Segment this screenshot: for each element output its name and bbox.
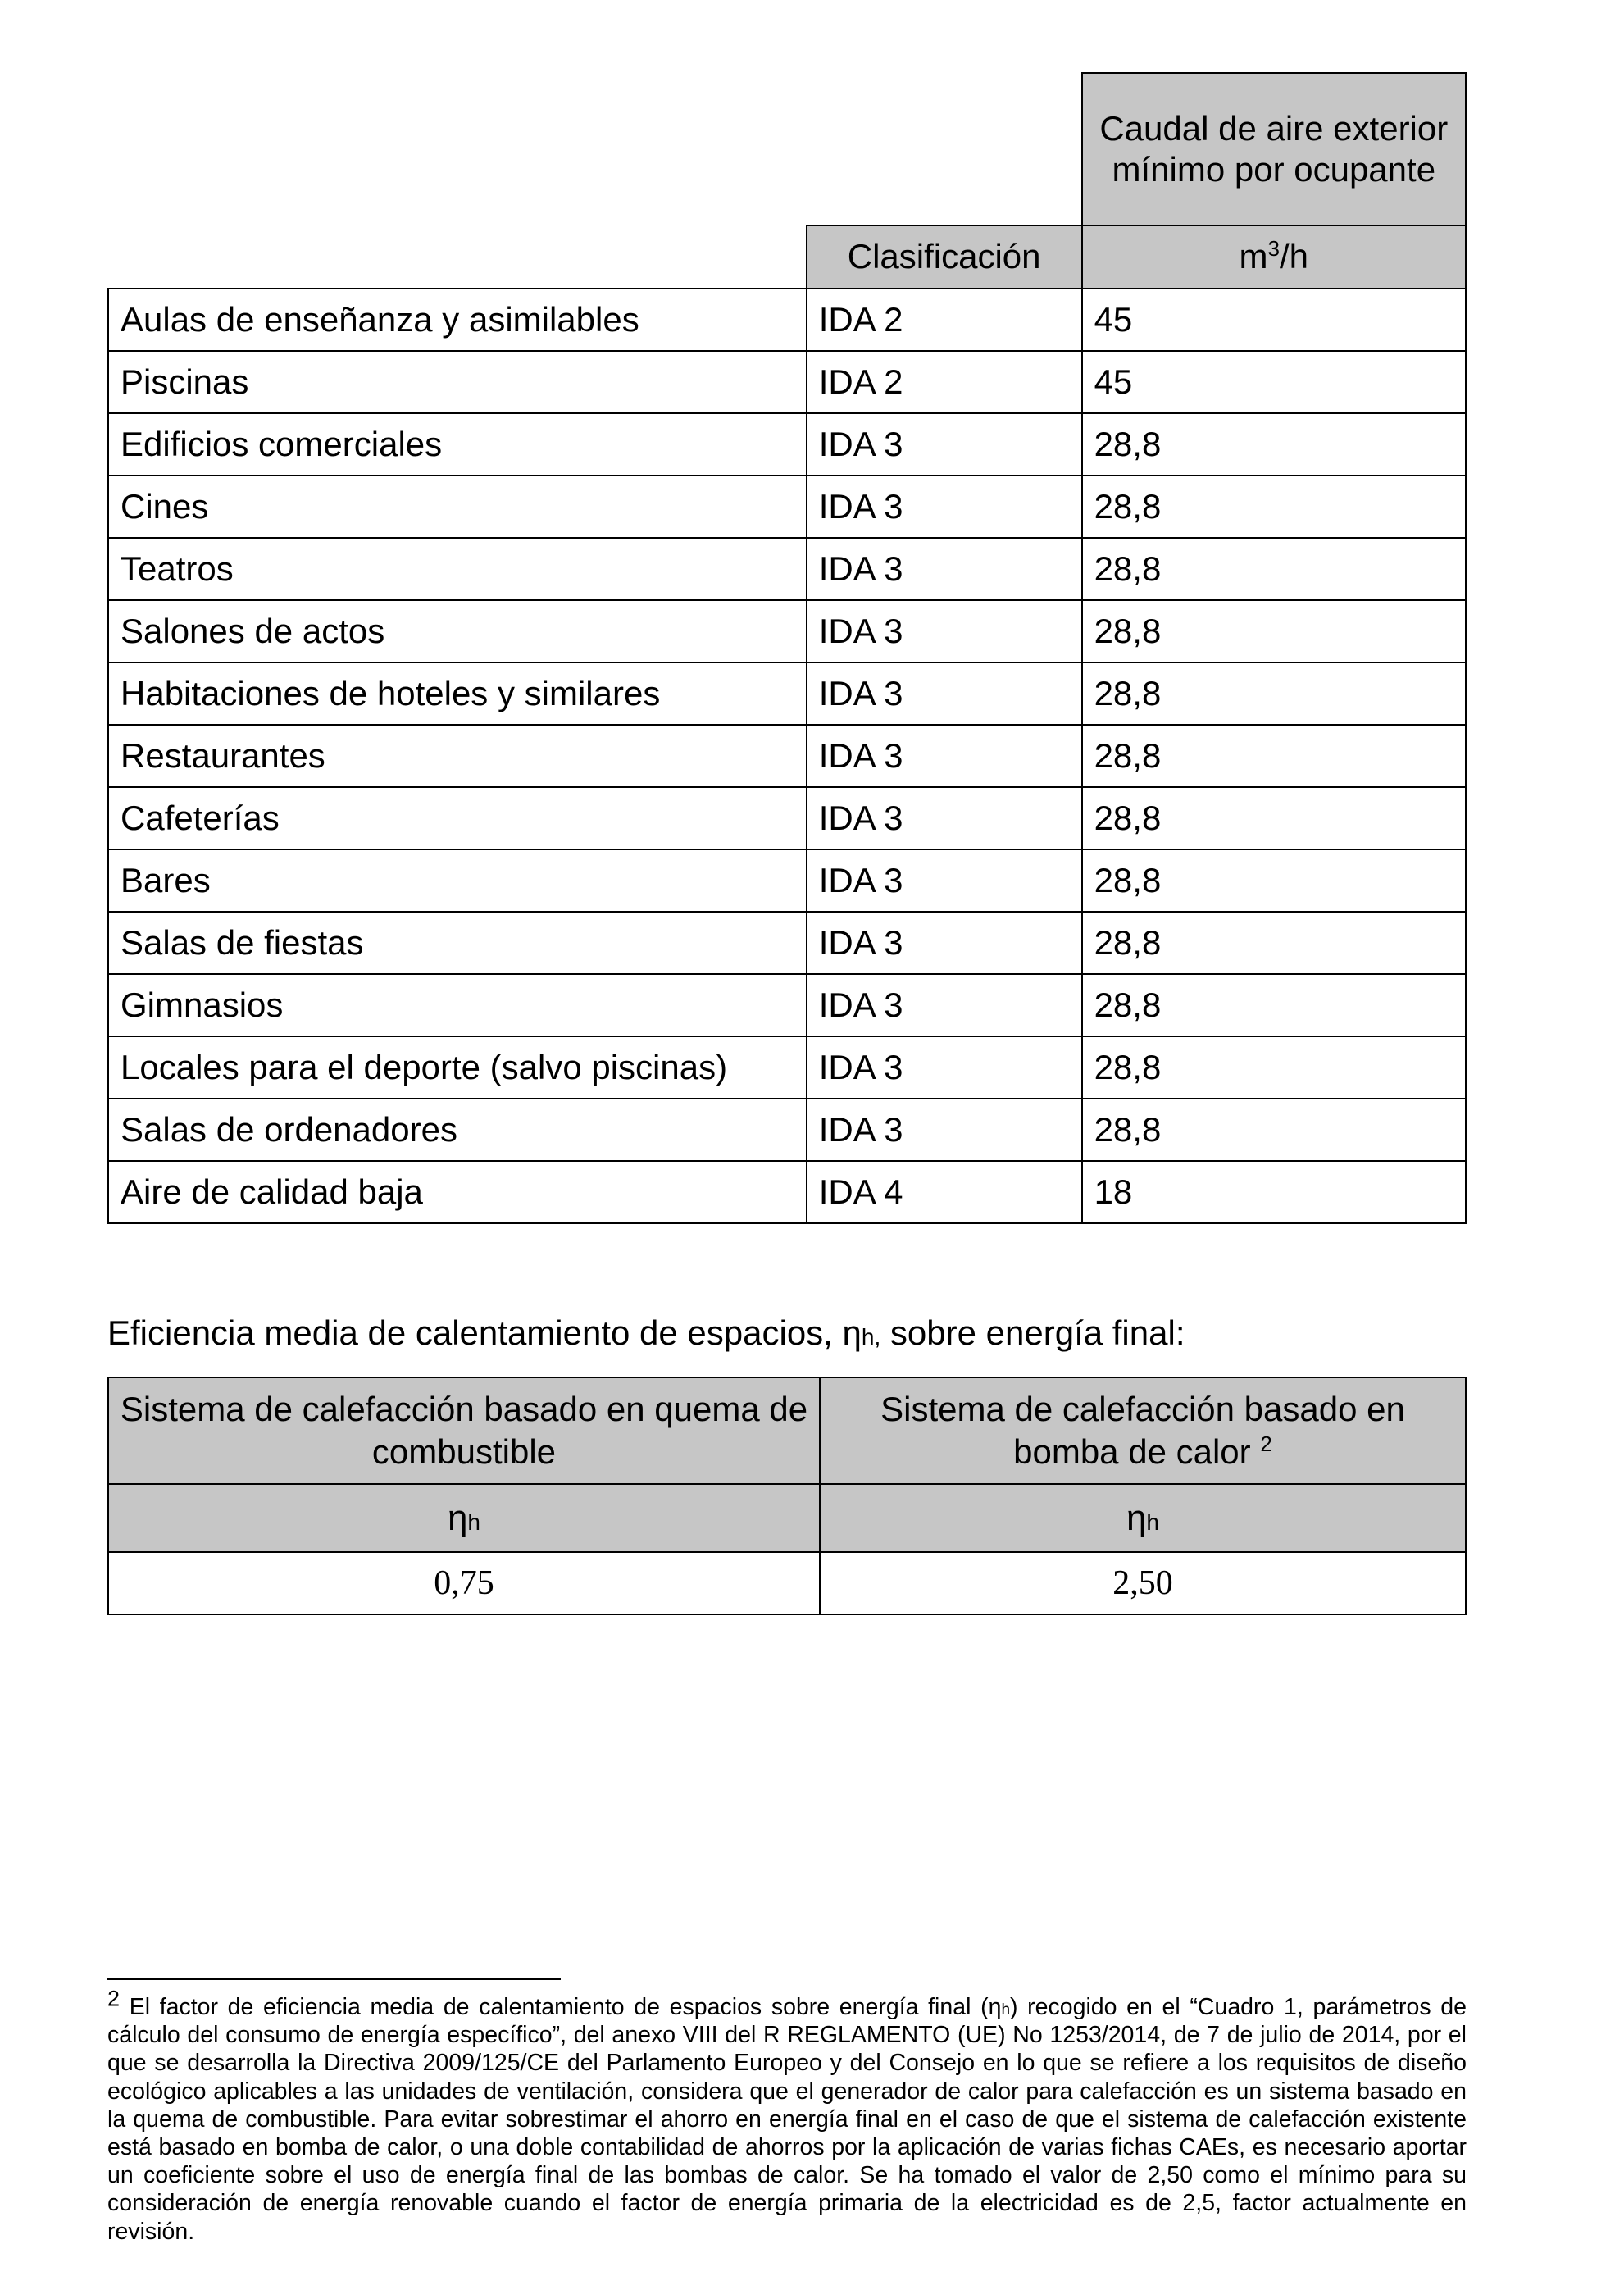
- space-cell: Locales para el deporte (salvo piscinas): [108, 1036, 807, 1099]
- header-classification: Clasificación: [807, 225, 1082, 289]
- classification-cell: IDA 3: [807, 849, 1082, 912]
- airflow-cell: 28,8: [1082, 413, 1466, 476]
- heat-pump-efficiency-value: 2,50: [820, 1552, 1466, 1614]
- header-combustion-system: Sistema de calefacción basado en quema de combustible: [108, 1377, 820, 1484]
- airflow-cell: 28,8: [1082, 1036, 1466, 1099]
- table-row: [108, 912, 1466, 974]
- space-cell: Bares: [108, 849, 807, 912]
- classification-cell: IDA 3: [807, 787, 1082, 849]
- classification-cell: IDA 3: [807, 600, 1082, 662]
- table-row: [108, 538, 1466, 600]
- airflow-cell: 28,8: [1082, 849, 1466, 912]
- classification-cell: IDA 3: [807, 912, 1082, 974]
- table-row: [108, 289, 1466, 351]
- footnote-number: 2: [107, 1986, 121, 2011]
- space-cell: Piscinas: [108, 351, 807, 413]
- space-cell: Restaurantes: [108, 725, 807, 787]
- space-cell: Salas de ordenadores: [108, 1099, 807, 1161]
- airflow-cell: 45: [1082, 289, 1466, 351]
- footnote-separator: [107, 1978, 561, 1980]
- efficiency-table: [107, 1377, 1467, 1615]
- airflow-cell: 45: [1082, 351, 1466, 413]
- airflow-cell: 28,8: [1082, 787, 1466, 849]
- table-row: [108, 787, 1466, 849]
- eta-h-label-1: ηh: [108, 1484, 820, 1552]
- table-row: [108, 600, 1466, 662]
- space-cell: Salas de fiestas: [108, 912, 807, 974]
- table-row: [108, 1161, 1466, 1223]
- classification-cell: IDA 2: [807, 289, 1082, 351]
- space-cell: Aulas de enseñanza y asimilables: [108, 289, 807, 351]
- classification-cell: IDA 4: [807, 1161, 1082, 1223]
- airflow-cell: 28,8: [1082, 662, 1466, 725]
- space-cell: Cines: [108, 476, 807, 538]
- classification-cell: IDA 3: [807, 662, 1082, 725]
- classification-cell: IDA 3: [807, 413, 1082, 476]
- classification-cell: IDA 3: [807, 1099, 1082, 1161]
- table-row: [108, 1099, 1466, 1161]
- header-min-airflow: Caudal de aire exterior mínimo por ocupante: [1082, 73, 1466, 225]
- space-cell: Teatros: [108, 538, 807, 600]
- table-row: [108, 849, 1466, 912]
- table-row: [108, 725, 1466, 787]
- table-row: [108, 476, 1466, 538]
- airflow-cell: 28,8: [1082, 600, 1466, 662]
- airflow-cell: 28,8: [1082, 974, 1466, 1036]
- efficiency-caption: Eficiencia media de calentamiento de espacios, ηh, sobre energía final:: [107, 1313, 1185, 1352]
- table-row: [108, 1036, 1466, 1099]
- header-heat-pump-system: Sistema de calefacción basado en bomba de calor $^2$: [820, 1377, 1466, 1484]
- airflow-cell: 28,8: [1082, 538, 1466, 600]
- space-cell: Edificios comerciales: [108, 413, 807, 476]
- airflow-cell: 18: [1082, 1161, 1466, 1223]
- classification-cell: IDA 3: [807, 1036, 1082, 1099]
- space-cell: Salones de actos: [108, 600, 807, 662]
- combustion-efficiency-value: 0,75: [108, 1552, 820, 1614]
- airflow-cell: 28,8: [1082, 912, 1466, 974]
- classification-cell: IDA 3: [807, 974, 1082, 1036]
- classification-cell: IDA 3: [807, 538, 1082, 600]
- table-row: [108, 974, 1466, 1036]
- header-unit: $m^3/h$: [1082, 225, 1466, 289]
- eta-h-label-2: ηh: [820, 1484, 1466, 1552]
- classification-cell: IDA 3: [807, 725, 1082, 787]
- classification-cell: IDA 2: [807, 351, 1082, 413]
- space-cell: Gimnasios: [108, 974, 807, 1036]
- airflow-cell: 28,8: [1082, 1099, 1466, 1161]
- classification-cell: IDA 3: [807, 476, 1082, 538]
- footnote: 2 El factor de eficiencia media de calentamiento de espacios sobre energía final (ηh) recogido en el “Cuadro 1, parámetros de cálculo del consumo de energía específico”, del anexo VIII del R REGLAMENTO (UE) No 1253/2014, de 7 de julio de 2014, por el que se desarrolla la Directiva 2009/125/CE del Parlamento Europeo y del Consejo en lo que se refiere a los requisitos de diseño ecológico aplicables a las unidades de ventilación, considera que el generador de calor para calefacción es un sistema basado en la quema de combustible. Para evitar sobrestimar el ahorro en energía final en el caso de que el sistema de calefacción existente está basado en bomba de calor, o una doble contabilidad de ahorros por la aplicación de varias fichas CAEs, es necesario aportar un coeficiente sobre el uso de energía final de las bombas de calor. Se ha tomado el valor de 2,50 como el mínimo para su consideración de energía renovable cuando el factor de energía primaria de la electricidad es de 2,5, factor actualmente en revisión.: [107, 1986, 1467, 2245]
- table-row: [108, 662, 1466, 725]
- space-cell: Habitaciones de hoteles y similares: [108, 662, 807, 725]
- airflow-cell: 28,8: [1082, 476, 1466, 538]
- space-cell: Aire de calidad baja: [108, 1161, 807, 1223]
- table-row: [108, 351, 1466, 413]
- space-cell: Cafeterías: [108, 787, 807, 849]
- table-row: [108, 413, 1466, 476]
- ventilation-table: [107, 72, 1467, 1224]
- airflow-cell: 28,8: [1082, 725, 1466, 787]
- footnote-ref: 2: [1260, 1432, 1272, 1456]
